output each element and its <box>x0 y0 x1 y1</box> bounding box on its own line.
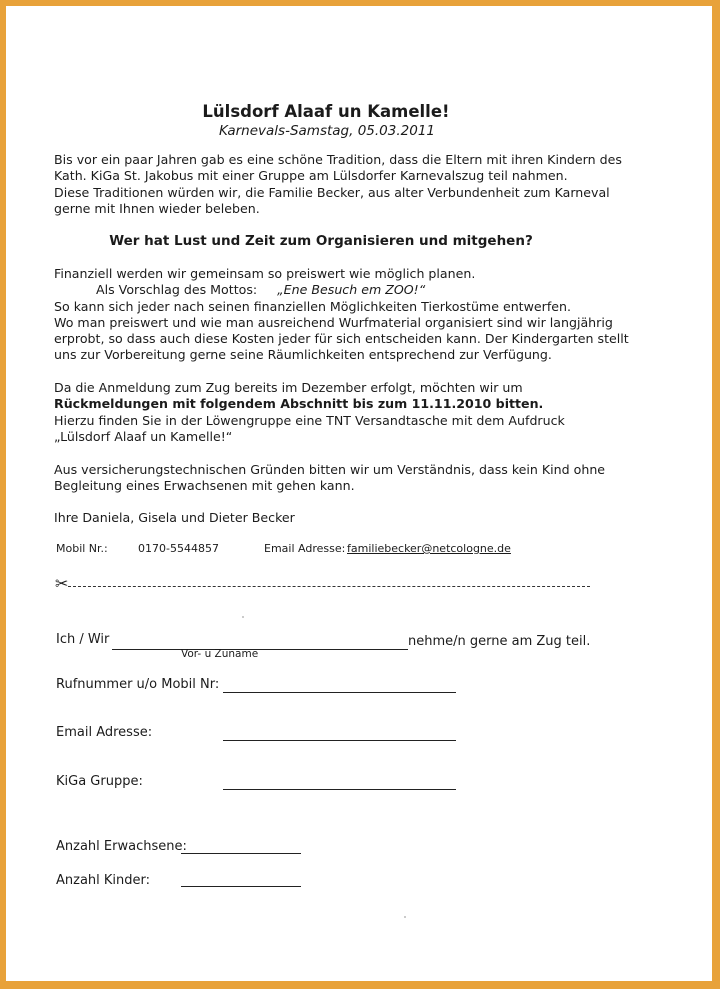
participant-label: Ich / Wir <box>56 632 110 647</box>
signature: Ihre Daniela, Gisela und Dieter Becker <box>54 510 295 525</box>
registration-line: Hierzu finden Sie in der Löwengruppe eine TNT Versandtasche mit dem Aufdruck <box>54 412 565 428</box>
phone-field[interactable] <box>223 692 456 693</box>
group-label: KiGa Gruppe: <box>56 774 143 789</box>
planning-line: Wo man preiswert und wie man ausreichend Wurfmaterial organisiert sind wir langjährig <box>54 314 613 330</box>
question-heading: Wer hat Lust und Zeit zum Organisieren und mitgehen? <box>109 233 533 249</box>
registration-line: Da die Anmeldung zum Zug bereits im Dezember erfolgt, möchten wir um <box>54 380 523 395</box>
planning-line: uns zur Vorbereitung gerne seine Räumlichkeiten entsprechend zur Verfügung. <box>54 347 552 363</box>
participant-name-field[interactable] <box>112 649 408 650</box>
registration-deadline: Rückmeldungen mit folgendem Abschnitt bis zum 11.11.2010 bitten. <box>54 396 544 412</box>
page-subtitle: Karnevals-Samstag, 05.03.2011 <box>218 123 435 139</box>
letter-page <box>6 6 712 981</box>
group-field[interactable] <box>223 789 456 790</box>
phone-label: Rufnummer u/o Mobil Nr: <box>56 677 220 692</box>
children-field[interactable] <box>181 886 301 887</box>
scissors-icon: ✂ <box>55 574 69 593</box>
intro-line: Kath. KiGa St. Jakobus mit einer Gruppe am Lülsdorfer Karnevalszug teil nahmen. <box>54 168 568 184</box>
page-title: Lülsdorf Alaaf un Kamelle! <box>202 102 450 121</box>
insurance-line: Begleitung eines Erwachsenen mit gehen kann. <box>54 478 355 494</box>
planning-paragraph <box>54 266 629 364</box>
insurance-paragraph <box>54 462 605 495</box>
registration-line: „Lülsdorf Alaaf un Kamelle!“ <box>54 428 233 444</box>
adults-label: Anzahl Erwachsene: <box>56 839 187 854</box>
motto-line <box>54 282 629 298</box>
speck <box>404 916 406 918</box>
adults-field[interactable] <box>181 853 301 854</box>
email-label: Email Adresse: <box>264 542 346 555</box>
name-hint: Vor- u Zuname <box>181 648 259 660</box>
participant-suffix: nehme/n gerne am Zug teil. <box>408 634 591 649</box>
email-field[interactable] <box>223 740 456 741</box>
intro-line: gerne mit Ihnen wieder beleben. <box>54 200 260 216</box>
mobile-value: 0170-5544857 <box>138 542 219 555</box>
email-link[interactable]: familiebecker@netcologne.de <box>347 542 511 555</box>
motto-value: „Ene Besuch em ZOO!“ <box>277 282 426 298</box>
insurance-line: Aus versicherungstechnischen Gründen bitten wir um Verständnis, dass kein Kind ohne <box>54 462 606 477</box>
planning-line: erprobt, so dass auch diese Kosten jeder für sich entscheiden kann. Der Kindergarten stellt <box>54 331 629 347</box>
mobile-label: Mobil Nr.: <box>56 542 108 555</box>
planning-line: So kann sich jeder nach seinen finanziellen Möglichkeiten Tierkostüme entwerfen. <box>54 298 572 314</box>
planning-line: Finanziell werden wir gemeinsam so preiswert wie möglich planen. <box>54 266 476 281</box>
intro-paragraph <box>54 152 622 217</box>
intro-line: Bis vor ein paar Jahren gab es eine schöne Tradition, dass die Eltern mit ihren Kindern des <box>54 152 622 167</box>
email-field-label: Email Adresse: <box>56 725 153 740</box>
speck <box>242 616 244 618</box>
motto-label: Als Vorschlag des Mottos: <box>96 282 258 298</box>
children-label: Anzahl Kinder: <box>56 873 151 888</box>
registration-paragraph <box>54 380 565 445</box>
intro-line: Diese Traditionen würden wir, die Familie Becker, aus alter Verbundenheit zum Karneval <box>54 184 610 200</box>
cut-line <box>68 586 590 587</box>
